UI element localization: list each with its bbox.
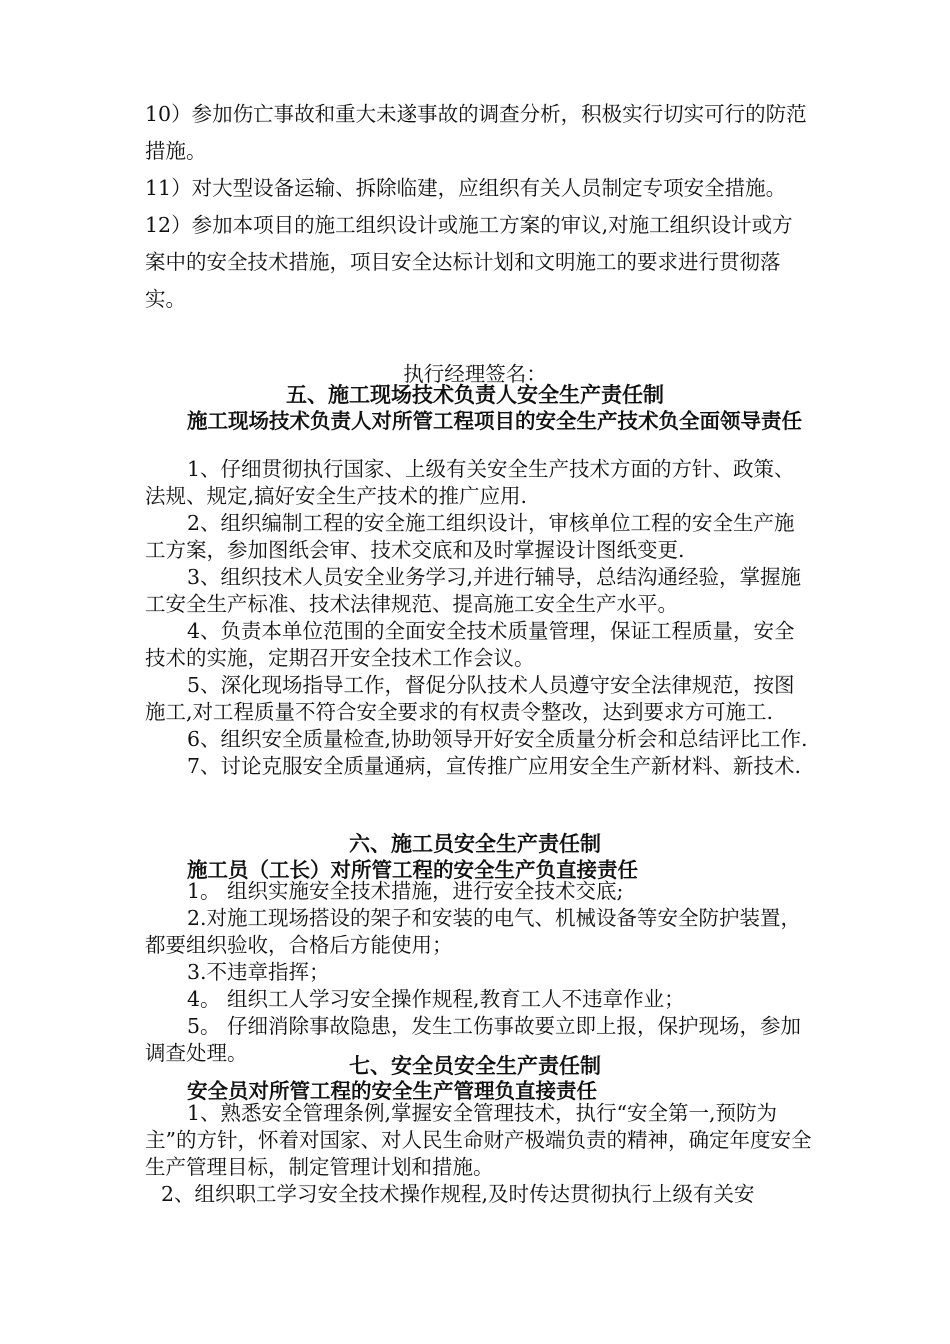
section6-item-2: 2.对施工现场搭设的架子和安装的电气、机械设备等安全防护装置，都要组织验收，合格后方能使用；: [145, 906, 802, 957]
intro-list: [145, 96, 810, 318]
section5-item-5: 5、深化现场指导工作，督促分队技术人员遵守安全法律规范，按图施工,对工程质量不符合安全要求的有权责令整改，达到要求方可施工.: [145, 673, 795, 724]
section5-item-3: 3、组织技术人员安全业务学习,并进行辅导，总结沟通经验，掌握施工安全生产标准、技术法律规范、提高施工安全生产水平。: [145, 565, 802, 616]
intro-item-12: 12）参加本项目的施工组织设计或施工方案的审议,对施工组织设计或方案中的安全技术措施，项目安全达标计划和文明施工的要求进行贯彻落实。: [145, 213, 793, 311]
section5-title: 五、施工现场技术负责人安全生产责任制: [286, 382, 664, 407]
section6-title: 六、施工员安全生产责任制: [349, 831, 601, 856]
intro-item-10: 10）参加伤亡事故和重大未遂事故的调查分析，积极实行切实可行的防范措施。: [145, 102, 807, 163]
section5-item-6: 6、组织安全质量检查,协助领导开好安全质量分析会和总结评比工作.: [187, 727, 808, 751]
section6-lead: 施工员（工长）对所管工程的安全生产负直接责任: [187, 858, 638, 882]
section6-item-3: 3.不违章指挥；: [187, 960, 330, 984]
section5-lead: 施工现场技术负责人对所管工程项目的安全生产技术负全面领导责任: [187, 409, 802, 433]
section7-title: 七、安全员安全生产责任制: [349, 1053, 601, 1078]
section7-list: [145, 1100, 815, 1181]
section5-item-2: 2、组织编制工程的安全施工组织设计，审核单位工程的安全生产施工方案，参加图纸会审、技术交底和及时掌握设计图纸变更.: [145, 511, 795, 562]
section6-item-5: 5。 仔细消除事故隐患，发生工伤事故要立即上报，保护现场，参加调查处理。: [145, 1014, 802, 1065]
intro-item-11: 11）对大型设备运输、拆除临建，应组织有关人员制定专项安全措施。: [145, 176, 787, 200]
section7-item-1: 1、熟悉安全管理条例,掌握安全管理技术，执行“安全第一,预防为主”的方针，怀着对国家、对人民生命财产极端负责的精神，确定年度安全生产管理目标，制定管理计划和措施。: [145, 1101, 812, 1179]
section6-list: [145, 878, 815, 1067]
section5-item-4: 4、负责本单位范围的全面安全技术质量管理，保证工程质量，安全技术的实施，定期召开安全技术工作会议。: [145, 619, 795, 670]
section6-item-4: 4。 组织工人学习安全操作规程,教育工人不违章作业；: [187, 987, 685, 1011]
section5-item-7: 7、讨论克服安全质量通病，宣传推广应用安全生产新材料、新技术.: [187, 754, 802, 778]
signature-line: 执行经理签名：: [403, 362, 547, 386]
section5-list: [145, 456, 815, 780]
section7-item-2: 2、组织职工学习安全技术操作规程,及时传达贯彻执行上级有关安: [161, 1182, 755, 1206]
section7-lead: 安全员对所管工程的安全生产管理负直接责任: [187, 1079, 597, 1103]
section5-item-1: 1、仔细贯彻执行国家、上级有关安全生产技术方面的方针、政策、法规、规定,搞好安全生产技术的推广应用.: [145, 457, 795, 508]
section6-item-1: 1。 组织实施安全技术措施，进行安全技术交底;: [187, 879, 624, 903]
